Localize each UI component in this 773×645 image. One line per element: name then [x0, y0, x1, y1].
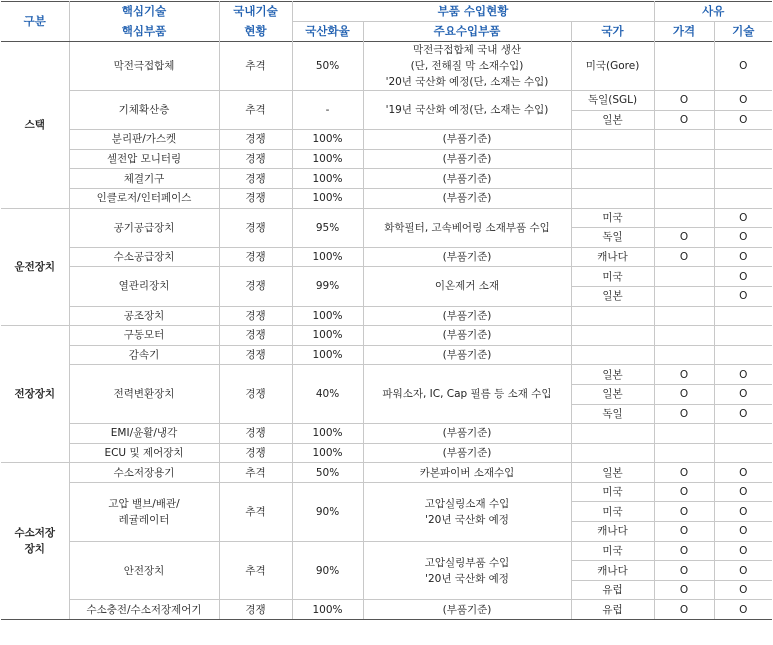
- part-name: 분리판/가스켓: [69, 130, 219, 150]
- price-cell: O: [654, 522, 714, 542]
- country-cell: 미국: [571, 502, 654, 522]
- rate-cell: 100%: [292, 424, 363, 444]
- table-row: [1, 365, 772, 385]
- desc-cell: (부품기준): [363, 443, 571, 463]
- rate-cell: -: [292, 91, 363, 130]
- desc-line: 막전극접합체 국내 생산: [412, 44, 522, 56]
- tech-cell: O: [714, 541, 772, 561]
- desc-cell: 파워소자, IC, Cap 필름 등 소재 수입: [363, 365, 571, 424]
- part-name: 셀전압 모니터링: [69, 149, 219, 169]
- tech-cell: O: [714, 404, 772, 424]
- price-cell: O: [654, 561, 714, 581]
- table-row: [1, 443, 772, 463]
- table-row: [1, 149, 772, 169]
- tech-cell: O: [714, 110, 772, 130]
- desc-cell: 카본파이버 소재수입: [363, 463, 571, 483]
- table-row: [1, 541, 772, 561]
- table-row: [1, 91, 772, 111]
- group-h2-storage: [1, 463, 69, 620]
- header-country: 국가: [571, 22, 654, 42]
- header-domestic-status: 현황: [219, 22, 292, 42]
- part-name: 안전장치: [69, 541, 219, 600]
- country-cell: 미국: [571, 541, 654, 561]
- price-cell: [654, 267, 714, 287]
- import-status-table: [1, 1, 772, 620]
- rate-cell: 99%: [292, 267, 363, 306]
- table-row: [1, 326, 772, 346]
- status-cell: 추격: [219, 42, 292, 91]
- desc-cell: (부품기준): [363, 188, 571, 208]
- rate-cell: 50%: [292, 42, 363, 91]
- table-row: [1, 482, 772, 502]
- status-cell: 추격: [219, 541, 292, 600]
- price-cell: O: [654, 110, 714, 130]
- tech-cell: O: [714, 42, 772, 91]
- desc-cell: (부품기준): [363, 149, 571, 169]
- rate-cell: 100%: [292, 188, 363, 208]
- status-cell: 경쟁: [219, 208, 292, 247]
- country-cell: 미국: [571, 208, 654, 228]
- country-cell: 일본: [571, 365, 654, 385]
- country-cell: 일본: [571, 384, 654, 404]
- tech-cell: O: [714, 482, 772, 502]
- tech-cell: O: [714, 91, 772, 111]
- status-cell: 추격: [219, 463, 292, 483]
- part-name: 기체확산층: [69, 91, 219, 130]
- price-cell: O: [654, 463, 714, 483]
- status-cell: 경쟁: [219, 424, 292, 444]
- header-domestic: 국내기술: [219, 2, 292, 22]
- country-cell: 독일: [571, 228, 654, 248]
- rate-cell: 100%: [292, 345, 363, 365]
- rate-cell: 100%: [292, 247, 363, 267]
- table-row: [1, 345, 772, 365]
- table-row: [1, 306, 772, 326]
- status-cell: 추격: [219, 91, 292, 130]
- status-cell: 경쟁: [219, 188, 292, 208]
- status-cell: 경쟁: [219, 345, 292, 365]
- desc-line: '20년 국산화 예정(단, 소재는 수입): [385, 76, 549, 88]
- part-name: 열관리장치: [69, 267, 219, 306]
- price-cell: O: [654, 228, 714, 248]
- status-cell: 추격: [219, 482, 292, 541]
- rate-cell: 100%: [292, 443, 363, 463]
- country-cell: 일본: [571, 286, 654, 306]
- desc-line: 고압실링부품 수입: [424, 556, 510, 569]
- header-core-parts: 핵심부품: [69, 22, 219, 42]
- desc-cell: 이온제거 소재: [363, 267, 571, 306]
- status-cell: 경쟁: [219, 267, 292, 306]
- table-row: [1, 267, 772, 287]
- part-name: 전력변환장치: [69, 365, 219, 424]
- price-cell: O: [654, 247, 714, 267]
- country-cell: 미국: [571, 267, 654, 287]
- tech-cell: O: [714, 463, 772, 483]
- price-cell: O: [654, 91, 714, 111]
- country-cell: 캐나다: [571, 247, 654, 267]
- country-cell: 독일: [571, 404, 654, 424]
- header-price: 가격: [654, 22, 714, 42]
- status-cell: 경쟁: [219, 149, 292, 169]
- desc-cell: (부품기준): [363, 326, 571, 346]
- status-cell: 경쟁: [219, 443, 292, 463]
- part-name: 막전극접합체: [69, 42, 219, 91]
- table-row: [1, 130, 772, 150]
- table-row: [1, 169, 772, 189]
- rate-cell: 100%: [292, 600, 363, 620]
- country-cell: 미국(Gore): [571, 42, 654, 91]
- part-name: [69, 482, 219, 541]
- part-name: ECU 및 제어장치: [69, 443, 219, 463]
- tech-cell: O: [714, 561, 772, 581]
- price-cell: O: [654, 365, 714, 385]
- rate-cell: 90%: [292, 482, 363, 541]
- status-cell: 경쟁: [219, 169, 292, 189]
- rate-cell: 40%: [292, 365, 363, 424]
- desc-cell: (부품기준): [363, 130, 571, 150]
- table-row: [1, 208, 772, 228]
- tech-cell: O: [714, 247, 772, 267]
- country-cell: 독일(SGL): [571, 91, 654, 111]
- tech-cell: O: [714, 502, 772, 522]
- price-cell: [654, 208, 714, 228]
- rate-cell: 100%: [292, 149, 363, 169]
- status-cell: 경쟁: [219, 365, 292, 424]
- price-cell: O: [654, 404, 714, 424]
- rate-cell: 90%: [292, 541, 363, 600]
- tech-cell: O: [714, 384, 772, 404]
- price-cell: [654, 286, 714, 306]
- tech-cell: O: [714, 286, 772, 306]
- header-category: 구분: [1, 2, 69, 42]
- part-name: 감속기: [69, 345, 219, 365]
- header-reason: 사유: [654, 2, 772, 22]
- rate-cell: 50%: [292, 463, 363, 483]
- country-cell: 일본: [571, 110, 654, 130]
- part-name: 공조장치: [69, 306, 219, 326]
- part-name: 공기공급장치: [69, 208, 219, 247]
- group-label-line: 수소저장: [14, 527, 56, 540]
- part-line: 레귤레이터: [118, 513, 170, 526]
- part-name: 수소저장용기: [69, 463, 219, 483]
- rate-cell: 100%: [292, 306, 363, 326]
- header-localization-rate: 국산화율: [292, 22, 363, 42]
- country-cell: 미국: [571, 482, 654, 502]
- desc-cell: (부품기준): [363, 247, 571, 267]
- part-name: 수소충전/수소저장제어기: [69, 600, 219, 620]
- table-row: [1, 188, 772, 208]
- tech-cell: O: [714, 267, 772, 287]
- status-cell: 경쟁: [219, 247, 292, 267]
- price-cell: O: [654, 384, 714, 404]
- part-name: 수소공급장치: [69, 247, 219, 267]
- country-cell: 일본: [571, 463, 654, 483]
- tech-cell: O: [714, 208, 772, 228]
- status-cell: 경쟁: [219, 130, 292, 150]
- price-cell: O: [654, 482, 714, 502]
- group-bop: 운전장치: [1, 208, 69, 326]
- table-row: [1, 600, 772, 620]
- desc-cell: (부품기준): [363, 345, 571, 365]
- status-cell: 경쟁: [219, 306, 292, 326]
- table-row: [1, 463, 772, 483]
- part-name: 구동모터: [69, 326, 219, 346]
- header-import-status: 부품 수입현황: [292, 2, 654, 22]
- rate-cell: 100%: [292, 169, 363, 189]
- desc-line: (단, 전해질 막 소재수입): [410, 60, 524, 72]
- table-row: [1, 247, 772, 267]
- tech-cell: O: [714, 522, 772, 542]
- desc-cell: (부품기준): [363, 306, 571, 326]
- desc-cell: [363, 541, 571, 600]
- tech-cell: O: [714, 365, 772, 385]
- part-name: 체결기구: [69, 169, 219, 189]
- country-cell: 유럽: [571, 600, 654, 620]
- price-cell: O: [654, 600, 714, 620]
- desc-line: 고압실링소재 수입: [424, 497, 510, 510]
- rate-cell: 95%: [292, 208, 363, 247]
- desc-cell: (부품기준): [363, 169, 571, 189]
- country-cell: 캐나다: [571, 522, 654, 542]
- price-cell: O: [654, 541, 714, 561]
- price-cell: O: [654, 580, 714, 600]
- desc-cell: [363, 482, 571, 541]
- group-electric: 전장장치: [1, 326, 69, 463]
- header-core-tech: 핵심기술: [69, 2, 219, 22]
- header-main-parts: 주요수입부품: [363, 22, 571, 42]
- desc-cell: 화학필터, 고속베어링 소재부품 수입: [363, 208, 571, 247]
- country-cell: 캐나다: [571, 561, 654, 581]
- desc-cell: [363, 42, 571, 91]
- desc-line: '20년 국산화 예정: [425, 572, 509, 585]
- part-name: EMI/윤활/냉각: [69, 424, 219, 444]
- desc-cell: (부품기준): [363, 600, 571, 620]
- status-cell: 경쟁: [219, 600, 292, 620]
- price-cell: [654, 42, 714, 91]
- table-row: [1, 424, 772, 444]
- desc-cell: (부품기준): [363, 424, 571, 444]
- tech-cell: O: [714, 600, 772, 620]
- price-cell: O: [654, 502, 714, 522]
- part-name: 인클로저/인터페이스: [69, 188, 219, 208]
- part-line: 고압 밸브/배관/: [108, 497, 180, 510]
- country-cell: 유럽: [571, 580, 654, 600]
- desc-line: '20년 국산화 예정: [425, 513, 509, 526]
- group-stack: 스택: [1, 42, 69, 209]
- desc-cell: '19년 국산화 예정(단, 소재는 수입): [363, 91, 571, 130]
- status-cell: 경쟁: [219, 326, 292, 346]
- tech-cell: O: [714, 580, 772, 600]
- rate-cell: 100%: [292, 326, 363, 346]
- group-label-line: 장치: [24, 543, 45, 556]
- rate-cell: 100%: [292, 130, 363, 150]
- tech-cell: O: [714, 228, 772, 248]
- header-tech: 기술: [714, 22, 772, 42]
